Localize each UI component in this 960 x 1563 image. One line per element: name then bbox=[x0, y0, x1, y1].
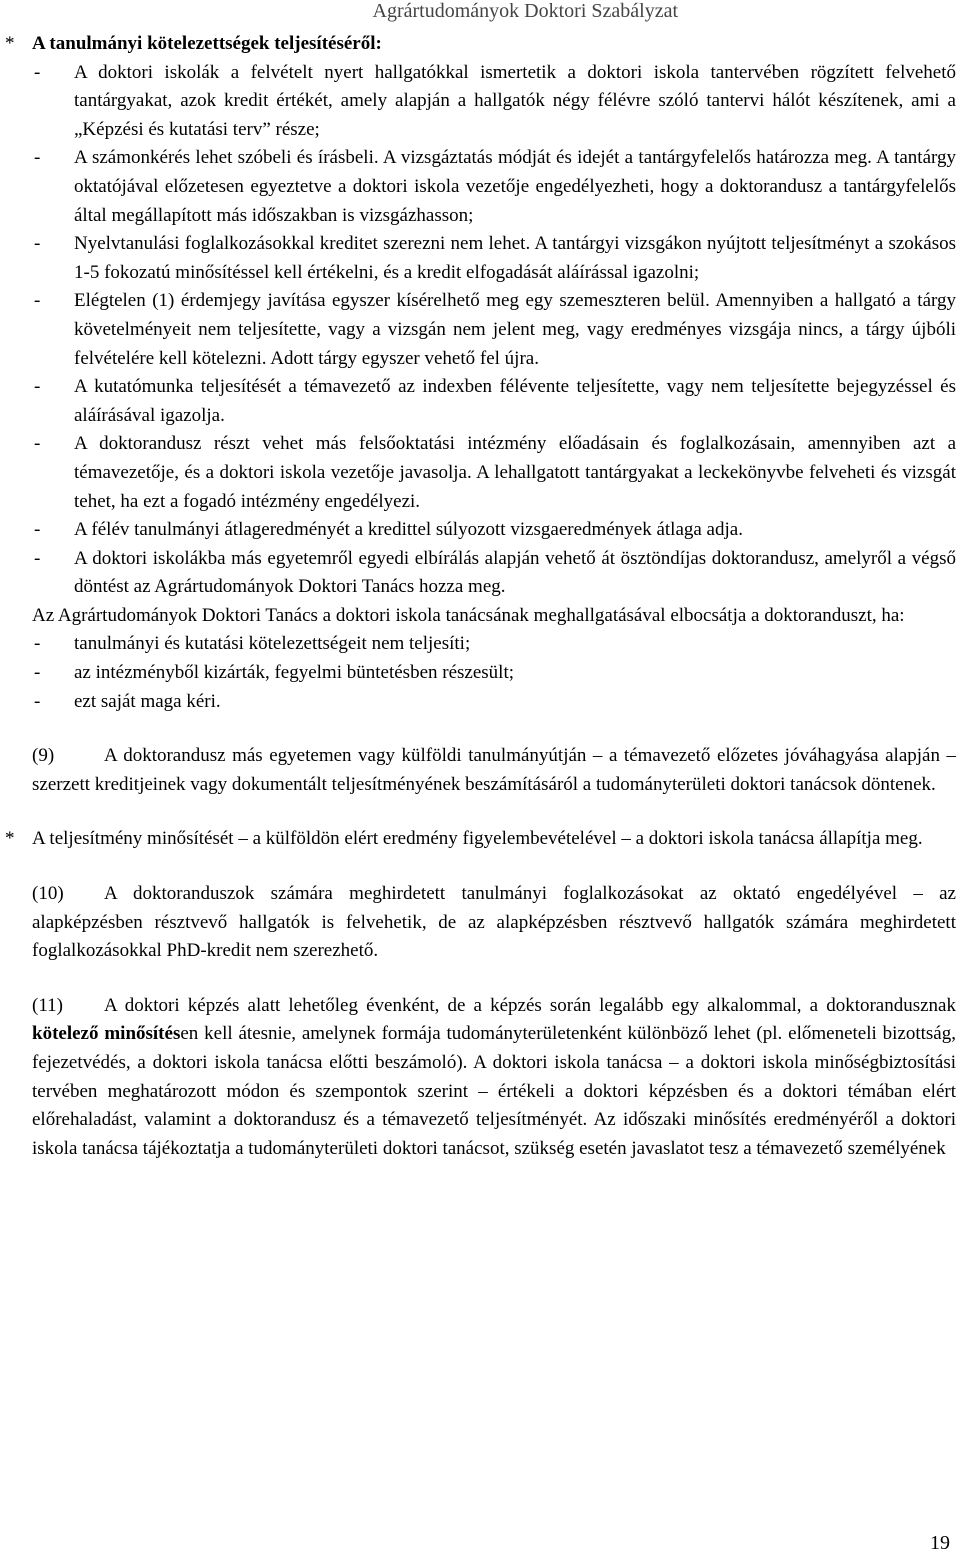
paragraph-number: (10) bbox=[32, 883, 64, 905]
list-item bbox=[0, 287, 956, 373]
dismissal-intro: Az Agrártudományok Doktori Tanács a doktori iskola tanácsának meghallgatásával elbocsátja a doktoranduszt, ha: bbox=[32, 604, 905, 626]
bold-term: kötelező minősítés bbox=[32, 1023, 181, 1045]
list-dash: - bbox=[34, 433, 41, 455]
list-dash: - bbox=[34, 61, 41, 83]
list-dash: - bbox=[34, 662, 41, 684]
section-heading: A tanulmányi kötelezettségek teljesítéséről: bbox=[32, 33, 382, 54]
paragraph-10 bbox=[0, 880, 956, 966]
list-dash: - bbox=[34, 547, 41, 569]
paragraph-text-after: en kell átesnie, amelynek formája tudományterületenként különböző lehet (pl. előmeneteli bizottság, fejezetvédés, a doktori iskola tanácsa előtti beszámoló). A doktori iskola tanácsa – a doktori iskola minőségbiztosítási tervében meghatározott módon és szempontok szerint – értékeli a doktori képzésben és a doktori témában elért előrehaladást, valamint a doktorandusz és a témavezető teljesítményét. Az időszaki minősítés eredményéről a doktori iskola tanácsa tájékoztatja a tudományterületi doktori tanácsot, szükség esetén javaslatot tesz a témavezető személyének bbox=[32, 1023, 956, 1159]
paragraph-11 bbox=[0, 992, 956, 1164]
list-dash: - bbox=[34, 376, 41, 398]
star-marker: * bbox=[5, 828, 15, 850]
list-item bbox=[0, 545, 956, 602]
list-dash: - bbox=[34, 233, 41, 255]
document-body bbox=[0, 30, 960, 1163]
paragraph-number: (9) bbox=[32, 745, 55, 767]
dismissal-item bbox=[0, 688, 956, 717]
list-item-text: A doktori iskolákba más egyetemről egyedi elbírálás alapján vehető át ösztöndíjas doktorandusz, amelyről a végső döntést az Agrártudományok Doktori Tanács hozza meg. bbox=[74, 547, 956, 598]
paragraph-text: A doktoranduszok számára meghirdetett tanulmányi foglalkozásokat az oktató engedélyével – az alapképzésben résztvevő hallgatók is felvehetik, de az alapképzésben résztvevő hallgatók számára meghirdetett foglalkozásokkal PhD-kredit nem szerezhető. bbox=[32, 883, 956, 962]
list-item-text: Elégtelen (1) érdemjegy javítása egyszer kísérelhető meg egy szemeszteren belül. Amennyiben a hallgató a tárgy követelményeit nem teljesítette, vagy a vizsgán nem jelent meg, vagy eredményes vizsgája nincs, a tárgy újbóli felvételére kell kötelezni. Adott tárgy egyszer vehető fel újra. bbox=[74, 290, 956, 369]
list-dash: - bbox=[34, 147, 41, 169]
list-item-text: A félév tanulmányi átlageredményét a kredittel súlyozott vizsgaeredmények átlaga adja. bbox=[74, 519, 743, 541]
list-item-text: A számonkérés lehet szóbeli és írásbeli. A vizsgáztatás módját és idejét a tantárgyfelelős határozza meg. A tantárgy oktatójával előzetesen egyeztetve a doktori iskola vezetője engedélyezheti, hogy a doktorandusz a tantárgyfelelős által megállapított más időszakban is vizsgázhasson; bbox=[74, 147, 956, 226]
list-item bbox=[0, 516, 956, 545]
obligations-list bbox=[0, 59, 960, 602]
section-study-obligations bbox=[0, 30, 956, 59]
list-item-text: A doktori iskolák a felvételt nyert hallgatókkal ismertetik a doktori iskola tantervében rögzített felvehető tantárgyakat, azok kredit értékét, amely alapján a hallgatók négy félévre szóló tantervi hálót készítenek, ami a „Képzési és kutatási terv” része; bbox=[74, 61, 956, 140]
list-dash: - bbox=[34, 519, 41, 541]
list-dash: - bbox=[34, 690, 41, 712]
star-paragraph-text: A teljesítmény minősítését – a külföldön elért eredmény figyelembevételével – a doktori iskola tanácsa állapítja meg. bbox=[32, 828, 923, 850]
page-number: 19 bbox=[930, 1532, 950, 1554]
list-item bbox=[0, 430, 956, 516]
list-item bbox=[0, 59, 956, 145]
dismissal-item bbox=[0, 659, 956, 688]
paragraph-9 bbox=[0, 742, 956, 799]
star-paragraph bbox=[0, 825, 956, 854]
list-item bbox=[0, 373, 956, 430]
running-header: Agrártudományok Doktori Szabályzat bbox=[372, 0, 678, 22]
dismissal-item bbox=[0, 630, 956, 659]
list-item-text: A doktorandusz részt vehet más felsőoktatási intézmény előadásain és foglalkozásain, amennyiben azt a témavezetője, és a doktori iskola vezetője javasolja. A lehallgatott tantárgyakat a leckekönyvbe felveheti és vizsgát tehet, ha ezt a fogadó intézmény engedélyezi. bbox=[74, 433, 956, 512]
list-item-text: az intézményből kizárták, fegyelmi büntetésben részesült; bbox=[74, 662, 514, 684]
list-dash: - bbox=[34, 633, 41, 655]
list-item bbox=[0, 230, 956, 287]
list-item-text: Nyelvtanulási foglalkozásokkal kreditet szerezni nem lehet. A tantárgyi vizsgákon nyújtott teljesítményt a szokásos 1-5 fokozatú minősítéssel kell értékelni, és a kredit elfogadását aláírással igazolni; bbox=[74, 233, 956, 283]
list-item-text: tanulmányi és kutatási kötelezettségeit nem teljesíti; bbox=[74, 633, 471, 655]
paragraph-number: (11) bbox=[32, 994, 63, 1016]
list-item bbox=[0, 144, 956, 230]
list-item-text: ezt saját maga kéri. bbox=[74, 690, 221, 712]
list-item-text: A kutatómunka teljesítését a témavezető az indexben félévente teljesítette, vagy nem teljesítette bejegyzéssel és aláírásával igazolja. bbox=[74, 376, 956, 426]
section-star-marker: * bbox=[5, 33, 15, 54]
list-dash: - bbox=[34, 290, 41, 312]
paragraph-text: A doktorandusz más egyetemen vagy külföldi tanulmányútján – a témavezető előzetes jóváhagyása alapján – szerzett kreditjeinek vagy dokumentált teljesítményének beszámításáról a tudományterületi doktori tanácsok döntenek. bbox=[32, 745, 956, 795]
paragraph-text-before: A doktori képzés alatt lehetőleg évenként, de a képzés során legalább egy alkalommal, a doktorandusznak bbox=[104, 994, 956, 1016]
dismissal-list bbox=[0, 630, 960, 716]
